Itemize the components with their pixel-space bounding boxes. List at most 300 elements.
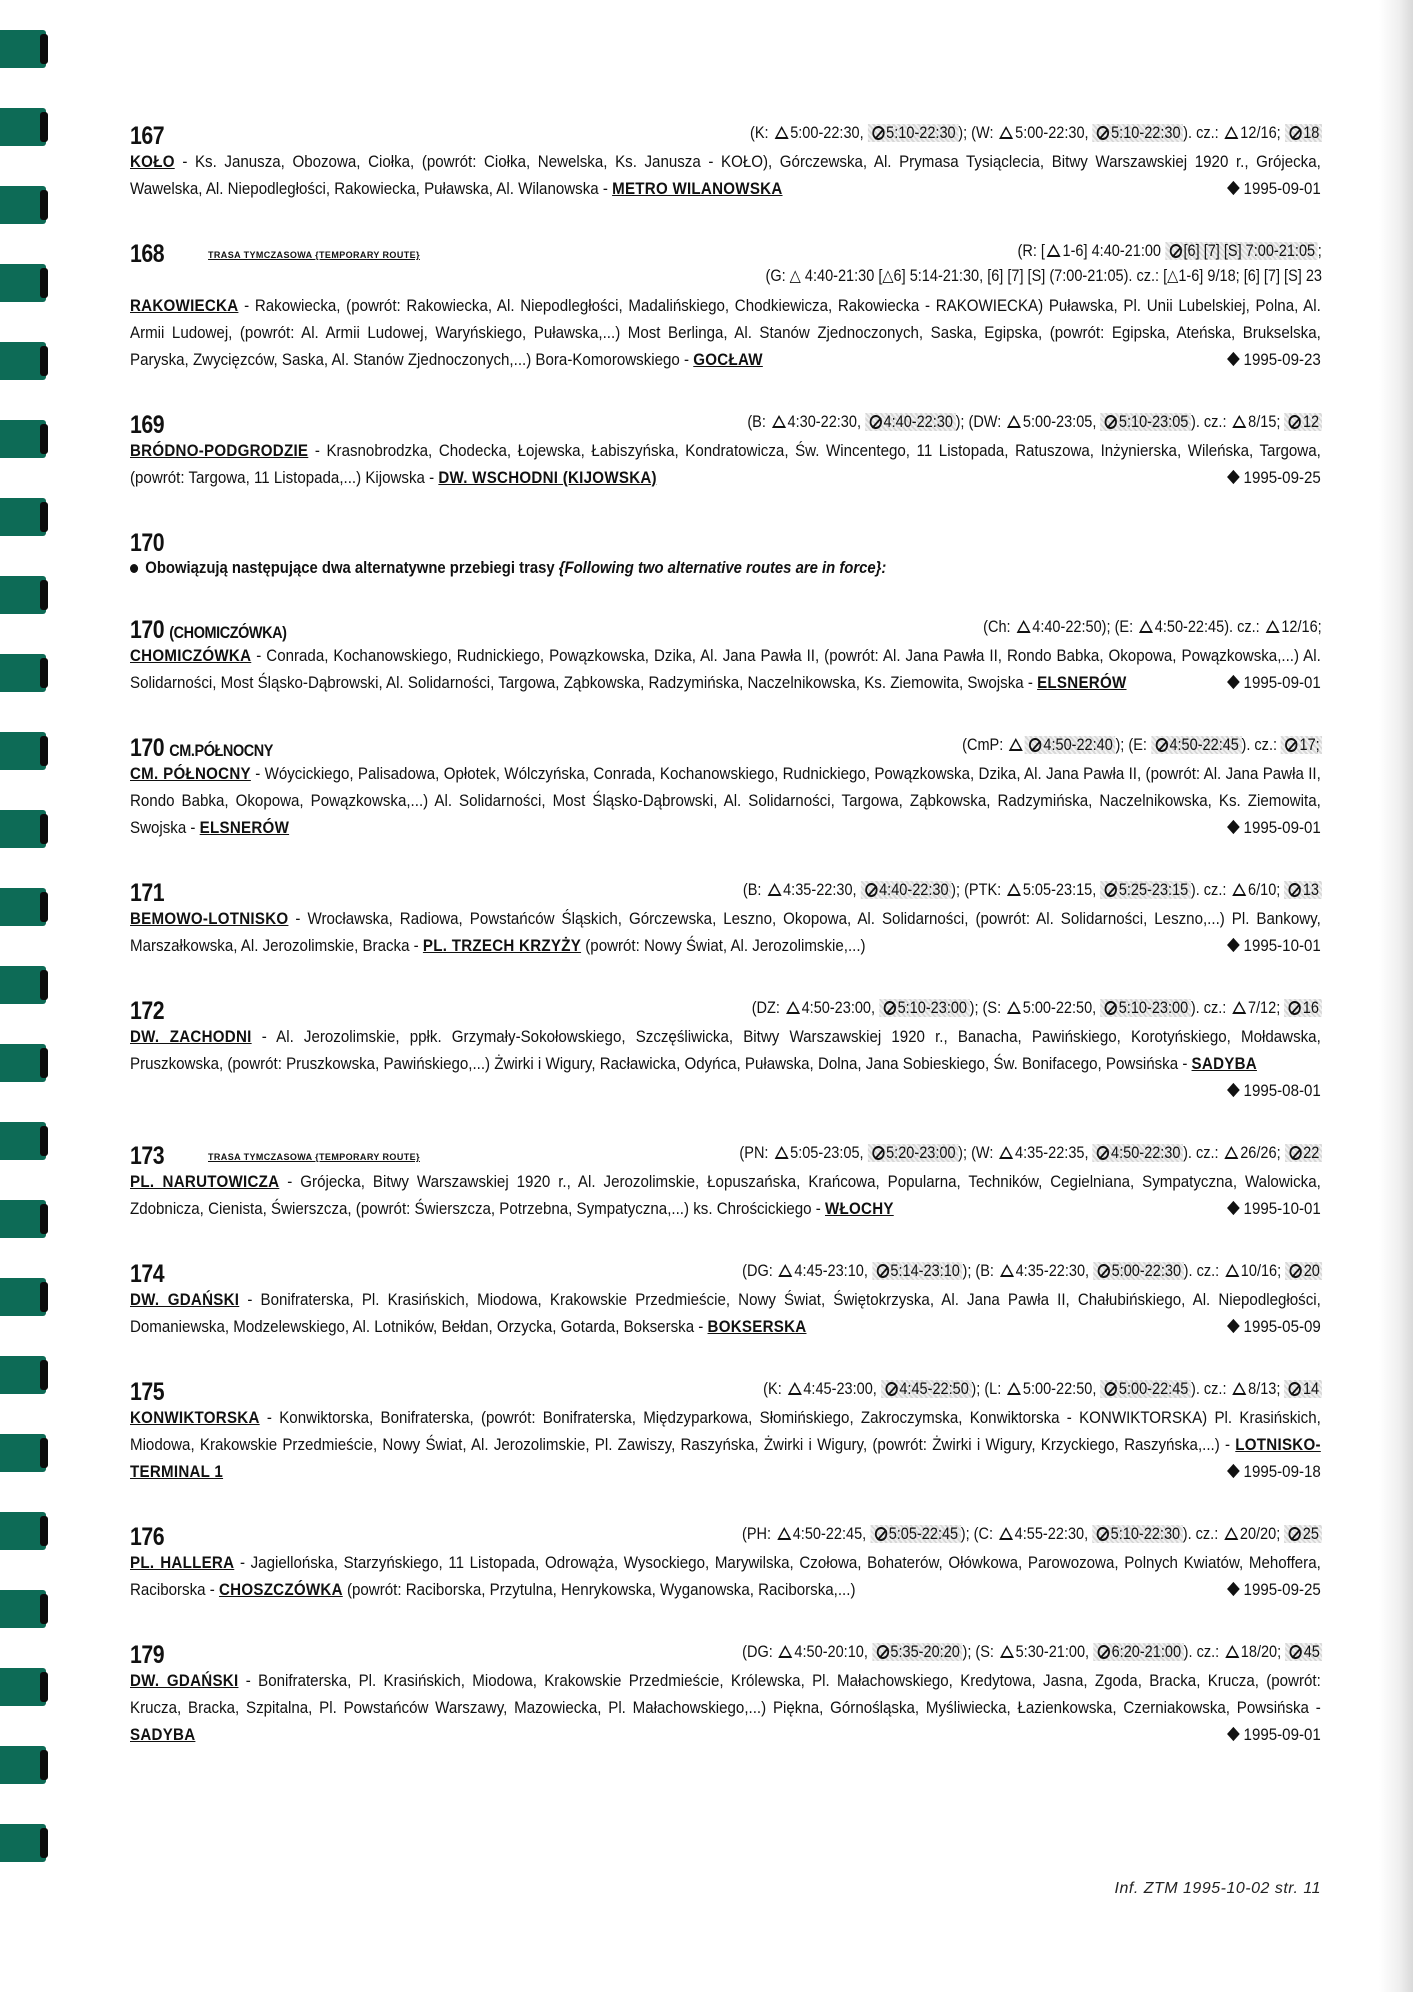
schedule-part: (CmP:	[961, 736, 1007, 754]
reduced-schedule	[1093, 1262, 1184, 1280]
no-service-icon	[870, 415, 882, 429]
schedule	[983, 618, 1322, 637]
effective-date	[1229, 464, 1321, 491]
all-days-icon	[999, 126, 1013, 139]
diamond-icon	[1227, 181, 1240, 195]
schedule-part: 12/16;	[1240, 124, 1285, 142]
start-terminus: CM. PÓŁNOCNY	[130, 764, 251, 783]
schedule-part: 7/12;	[1248, 999, 1285, 1017]
reduced-schedule-time: 4:40-22:30	[883, 413, 954, 431]
diamond-icon	[1227, 1582, 1240, 1596]
schedule-part: 5:05-23:05,	[790, 1144, 868, 1162]
schedule	[742, 1643, 1322, 1662]
reduced-schedule	[1101, 1380, 1192, 1398]
no-service-icon	[1105, 883, 1117, 897]
schedule-part: 5:30-21:00,	[1015, 1643, 1093, 1661]
all-days-icon	[786, 1001, 800, 1014]
no-service-icon	[1289, 1146, 1301, 1160]
all-days-icon	[778, 1645, 792, 1658]
reduced-schedule-time: 5:14-23:10	[889, 1262, 960, 1280]
route-entry	[130, 1637, 1322, 1748]
page-edge	[1379, 0, 1413, 1992]
start-terminus: RAKOWIECKA	[130, 296, 239, 315]
start-terminus: KONWIKTORSKA	[130, 1408, 260, 1427]
no-service-icon	[1289, 126, 1301, 140]
reduced-schedule	[868, 124, 959, 142]
schedule-part: 8/15;	[1248, 413, 1285, 431]
route-header	[130, 730, 1322, 760]
end-terminus: SADYBA	[1191, 1054, 1257, 1073]
route-number	[130, 879, 164, 908]
route-description	[130, 1667, 1321, 1748]
all-days-icon	[1139, 620, 1153, 633]
binding-ring	[0, 888, 46, 926]
end-terminus: SADYBA	[130, 1725, 196, 1744]
schedule-part: (PN:	[739, 1144, 773, 1162]
start-terminus: DW. GDAŃSKI	[130, 1671, 239, 1690]
effective-date	[1229, 1313, 1321, 1340]
effective-date-text: 1995-09-25	[1243, 468, 1321, 487]
route-entries	[130, 118, 1322, 1748]
schedule-part: ). cz.:	[1191, 413, 1231, 431]
schedule-part: ); (W:	[958, 1144, 998, 1162]
route-number-text: 170	[130, 616, 165, 644]
effective-date	[1229, 1458, 1321, 1485]
no-service-icon	[1105, 1001, 1117, 1015]
effective-date-text: 1995-09-25	[1243, 1580, 1321, 1599]
end-terminus: DW. WSCHODNI (KIJOWSKA)	[438, 468, 657, 487]
route-description	[130, 1168, 1321, 1222]
schedule-part: ). cz.:	[1183, 1643, 1223, 1661]
binding-ring	[0, 264, 46, 302]
schedule-part: 12/16;	[1281, 618, 1322, 636]
reduced-schedule	[1093, 1643, 1184, 1661]
all-days-icon	[1233, 415, 1247, 428]
route-number-text: 174	[130, 1260, 165, 1288]
schedule-part: ). cz.:	[1183, 1262, 1223, 1280]
route-number	[130, 616, 287, 645]
schedule-part: 4:35-22:30,	[783, 881, 861, 899]
route-streets: - Conrada, Kochanowskiego, Rudnickiego, Powązkowska, Dzika, Al. Jana Pawła II, (powrót: Al. Jana Pawła II, Rondo Babka, Okopowa, Powązkowska,...) Al. Solidarności, Most Śląsko-Dąbrowski, Al. Solidarności, Targowa, Ząbkowska, Radzymińska, Naczelnikowska, Ks. Ziemowita, Swojska -	[130, 646, 1321, 692]
no-service-icon	[886, 1382, 898, 1396]
schedule-part: (DZ:	[752, 999, 785, 1017]
schedule-part: 4:50-23:00,	[802, 999, 880, 1017]
reduced-schedule	[868, 1144, 959, 1162]
frequency	[1285, 999, 1322, 1017]
reduced-schedule-time: 4:50-22:30	[1111, 1144, 1181, 1162]
binding-ring	[0, 108, 46, 146]
schedule-part: 5:05-23:15,	[1023, 881, 1101, 899]
reduced-schedule-time: 6:20-21:00	[1111, 1643, 1181, 1661]
schedule-part: 6/10;	[1248, 881, 1285, 899]
diamond-icon	[1227, 352, 1240, 366]
schedule-part: (PH:	[742, 1525, 776, 1543]
binding-ring	[0, 576, 46, 614]
no-service-icon	[1097, 126, 1109, 140]
reduced-schedule	[861, 881, 952, 899]
reduced-schedule-time: 5:10-22:30	[1111, 1525, 1181, 1543]
binding-ring	[0, 498, 46, 536]
diamond-icon	[1227, 938, 1240, 952]
route-header	[130, 1374, 1322, 1404]
all-days-icon	[1017, 620, 1031, 633]
all-days-icon	[768, 883, 782, 896]
diamond-icon	[1227, 1083, 1240, 1097]
diamond-icon	[1227, 470, 1240, 484]
route-description	[130, 1404, 1321, 1485]
effective-date-text: 1995-10-01	[1243, 936, 1321, 955]
route-number-text: 175	[130, 1378, 165, 1406]
route-header	[130, 1138, 1322, 1168]
schedule-part: 4:50-22:45,	[793, 1525, 871, 1543]
route-description	[130, 437, 1321, 491]
route-number	[130, 997, 164, 1026]
schedule-part: (Ch:	[983, 618, 1015, 636]
all-days-icon	[1007, 415, 1021, 428]
schedule-part: ); (S:	[962, 1643, 998, 1661]
route-header	[130, 612, 1322, 642]
frequency	[1285, 881, 1322, 899]
schedule	[750, 124, 1322, 143]
all-days-icon	[1009, 738, 1023, 751]
route-streets: - Bonifraterska, Pl. Krasińskich, Miodowa, Krakowskie Przedmieście, Królewska, Pl. Małachowskiego, Kredytowa, Jasna, Zgoda, Bracka, Krucza, (powrót: Krucza, Bracka, Szpitalna, Pl. Powstańców Warszawy, Mazowiecka, Pl. Małachowskiego,...) Piękna, Górnośląska, Myśliwiecka, Łazienkowska, Czerniakowska, Powsińska -	[130, 1671, 1321, 1717]
schedule-part: ); (C:	[961, 1525, 998, 1543]
schedule-part: 20/20;	[1240, 1525, 1285, 1543]
reduced-schedule-time: 5:10-23:00	[898, 999, 968, 1017]
schedule-part: ). cz.:	[1183, 124, 1223, 142]
route-description	[130, 905, 1321, 959]
reduced-schedule	[1151, 736, 1242, 754]
route-description	[130, 1286, 1321, 1340]
all-days-icon	[999, 1264, 1013, 1277]
no-service-icon	[1097, 1264, 1109, 1278]
route-streets: - Rakowiecka, (powrót: Rakowiecka, Al. Niepodległości, Madalińskiego, Chodkiewicza, Rakowiecka - RAKOWIECKA) Puławska, Pl. Unii Lubelskiej, Polna, Al. Armii Ludowej, (powrót: Al. Armii Ludowej, Waryńskiego, Puławska,...) Most Berlinga, Al. Stanów Zjednoczonych, Saska, Egipska, (powrót: Egipska, Ateńska, Brukselska, Paryska, Zwycięzców, Saska, Al. Stanów Zjednoczonych,...) Bora-Komorowskiego -	[130, 296, 1321, 369]
route-description	[130, 292, 1321, 373]
reduced-schedule-time: 5:25-23:15	[1119, 881, 1189, 899]
schedule-part: 4:50-22:45). cz.:	[1155, 618, 1265, 636]
effective-date	[1229, 1195, 1321, 1222]
schedule-part: ); (DW:	[955, 413, 1006, 431]
effective-date	[1229, 1721, 1321, 1748]
timetable-page	[130, 118, 1322, 1782]
diamond-icon	[1227, 820, 1240, 834]
frequency-value: 18	[1303, 124, 1320, 142]
effective-date	[1229, 814, 1321, 841]
effective-date-text: 1995-05-09	[1243, 1317, 1321, 1336]
no-service-icon	[1097, 1645, 1109, 1659]
schedule-part: ). cz.:	[1191, 999, 1231, 1017]
no-service-icon	[872, 126, 884, 140]
effective-date-text: 1995-09-18	[1243, 1462, 1321, 1481]
binding-ring	[0, 1824, 46, 1862]
frequency-value: 45	[1303, 1643, 1320, 1661]
route-number-text: 168	[130, 240, 165, 268]
binding-ring	[0, 1668, 46, 1706]
start-terminus: DW. ZACHODNI	[130, 1027, 252, 1046]
binding-ring	[0, 30, 46, 68]
temporary-route-label: TRASA TYMCZASOWA {TEMPORARY ROUTE}	[208, 1152, 420, 1162]
no-service-icon	[1170, 244, 1182, 258]
schedule-part: 1-6] 4:40-21:00	[1062, 242, 1166, 260]
reduced-schedule	[1165, 242, 1318, 260]
schedule-part: 8/13;	[1248, 1380, 1285, 1398]
binding-ring	[0, 1512, 46, 1550]
frequency	[1285, 413, 1322, 431]
all-days-icon	[1233, 1382, 1247, 1395]
route-entry	[130, 993, 1322, 1104]
route-number-text: 179	[130, 1641, 165, 1669]
effective-date	[1229, 1077, 1321, 1104]
route-entry	[130, 1138, 1322, 1222]
reduced-schedule	[871, 1525, 962, 1543]
effective-date	[1229, 1576, 1321, 1603]
start-terminus: DW. GDAŃSKI	[130, 1290, 240, 1309]
binding-ring	[0, 810, 46, 848]
route-streets: - Jagiellońska, Starzyńskiego, 11 Listopada, Odrowąża, Wysockiego, Marywilska, Czołowa, Bohaterów, Ołówkowa, Parowozowa, Polnych Kwiatów, Mehoffera, Raciborska -	[130, 1553, 1321, 1599]
reduced-schedule-time: 5:10-23:00	[1119, 999, 1189, 1017]
schedule-part: ); (W:	[958, 124, 998, 142]
schedule-part: 4:55-22:30,	[1015, 1525, 1093, 1543]
frequency-value: 17;	[1299, 736, 1320, 754]
route-header	[130, 118, 1322, 148]
binding-ring	[0, 342, 46, 380]
frequency-value: 13	[1303, 881, 1320, 899]
end-terminus: ELSNERÓW	[199, 818, 290, 837]
schedule-part: (DG:	[741, 1262, 777, 1280]
schedule-part: 4:50-20:10,	[793, 1643, 872, 1661]
frequency	[1285, 1643, 1322, 1661]
route-number	[130, 1641, 164, 1670]
frequency-value: 14	[1303, 1380, 1320, 1398]
route-streets: - Ks. Janusza, Obozowa, Ciołka, (powrót: Ciołka, Newelska, Ks. Janusza - KOŁO), Górczewska, Al. Prymasa Tysiąclecia, Bitwy Warszawskiej 1920 r., Grójecka, Wawelska, Al. Niepodległości, Rakowiecka, Puławska, Al. Wilanowska -	[130, 152, 1321, 198]
all-days-icon	[999, 1527, 1013, 1540]
no-service-icon	[1289, 1527, 1301, 1541]
reduced-schedule-time: 5:10-22:30	[886, 124, 956, 142]
binding-ring	[0, 1044, 46, 1082]
route-description	[130, 760, 1321, 841]
route-number	[130, 411, 164, 440]
route-return-note: (powrót: Raciborska, Przytulna, Henrykowska, Wyganowska, Raciborska,...)	[342, 1580, 856, 1599]
route-streets: - Krasnobrodzka, Chodecka, Łojewska, Łabiszyńska, Kondratowicza, Św. Wincentego, 11 Listopada, Ratuszowa, Inżynierska, Wileńska, Targowa, (powrót: Targowa, 11 Listopada,...) Kijowska -	[130, 441, 1321, 487]
route-header	[130, 1256, 1322, 1286]
frequency-value: 25	[1303, 1525, 1320, 1543]
end-terminus: CHOSZCZÓWKA	[218, 1580, 343, 1599]
binding-ring	[0, 1434, 46, 1472]
all-days-icon	[1233, 1001, 1247, 1014]
schedule-part: ). cz.:	[1241, 736, 1281, 754]
schedule-part: ); (E:	[1115, 736, 1151, 754]
reduced-schedule-time: [6] [7] [S] 7:00-21:05	[1183, 242, 1316, 260]
route-header	[130, 236, 1322, 266]
effective-date-text: 1995-09-01	[1243, 1725, 1321, 1744]
reduced-schedule-time: 5:00-22:45	[1119, 1380, 1189, 1398]
schedule	[763, 1380, 1322, 1399]
no-service-icon	[884, 1001, 896, 1015]
all-days-icon	[999, 1645, 1013, 1658]
schedule-part: (DG:	[741, 1643, 777, 1661]
no-service-icon	[1289, 1001, 1301, 1015]
route-number	[130, 1260, 164, 1289]
schedule-part: 4:30-22:30,	[787, 413, 866, 431]
diamond-icon	[1227, 1319, 1240, 1333]
no-service-icon	[872, 1146, 884, 1160]
temporary-route-label: TRASA TYMCZASOWA {TEMPORARY ROUTE}	[208, 250, 420, 260]
reduced-schedule-time: 5:00-22:30	[1111, 1262, 1181, 1280]
binding-ring	[0, 1200, 46, 1238]
binding-ring	[0, 966, 46, 1004]
schedule-part: ); (B:	[962, 1262, 998, 1280]
all-days-icon	[1007, 1382, 1021, 1395]
end-terminus: METRO WILANOWSKA	[612, 179, 783, 198]
schedule-part: ). cz.:	[1191, 1380, 1231, 1398]
reduced-schedule	[1093, 124, 1184, 142]
notice-header	[130, 525, 1322, 555]
bullet-icon	[130, 564, 138, 573]
route-header	[130, 875, 1322, 905]
schedule	[748, 413, 1322, 432]
no-service-icon	[875, 1527, 887, 1541]
route-header	[130, 1519, 1322, 1549]
start-terminus: BEMOWO-LOTNISKO	[130, 909, 289, 928]
schedule	[742, 1262, 1322, 1281]
schedule-part: ); (PTK:	[951, 881, 1006, 899]
route-entry	[130, 730, 1322, 841]
route-description	[130, 148, 1321, 202]
start-terminus: KOŁO	[130, 152, 175, 171]
end-terminus: ELSNERÓW	[1037, 673, 1127, 692]
reduced-schedule	[1101, 999, 1192, 1017]
no-service-icon	[1105, 1382, 1117, 1396]
diamond-icon	[1227, 675, 1240, 689]
page-footer: Inf. ZTM 1995-10-02 str. 11	[1114, 1880, 1321, 1897]
route-streets: - Wóycickiego, Palisadowa, Opłotek, Wólczyńska, Conrada, Kochanowskiego, Rudnickiego, Powązkowska, Dzika, Al. Jana Pawła II, (powrót: Al. Jana Pawła II, Rondo Babka, Okopowa, Powązkowska,...) Al. Solidarności, Most Śląsko-Dąbrowski, Al. Solidarności, Targowa, Ząbkowska, Radzymińska, Naczelnikowska, Ks. Ziemowita, Swojska -	[130, 764, 1321, 837]
binding-ring	[0, 1278, 46, 1316]
no-service-icon	[1289, 1382, 1301, 1396]
no-service-icon	[1289, 883, 1301, 897]
schedule	[752, 999, 1322, 1018]
binding-ring	[0, 1122, 46, 1160]
start-terminus: PL. HALLERA	[130, 1553, 235, 1572]
route-number-text: 170	[130, 734, 165, 762]
binding-ring	[0, 1746, 46, 1784]
start-terminus: BRÓDNO-PODGRODZIE	[130, 441, 309, 460]
route-header	[130, 1637, 1322, 1667]
schedule-part: 4:45-23:10,	[793, 1262, 872, 1280]
reduced-schedule	[1093, 1525, 1184, 1543]
effective-date	[1229, 932, 1321, 959]
route-entry	[130, 1256, 1322, 1340]
route-number	[130, 1378, 164, 1407]
no-service-icon	[1289, 1264, 1301, 1278]
reduced-schedule	[871, 1262, 962, 1280]
no-service-icon	[1105, 415, 1117, 429]
route-streets: - Al. Jerozolimskie, ppłk. Grzymały-Sokołowskiego, Szczęśliwicka, Bitwy Warszawskiej 1920 r., Banacha, Pawińskiego, Korotyńskiego, Mołdawska, Pruszkowska, (powrót: Pruszkowska, Pawińskiego,...) Żwirki i Wigury, Racławicka, Odyńca, Puławska, Dolna, Jana Sobieskiego, Św. Bonifacego, Powsińska -	[130, 1027, 1321, 1073]
route-entry	[130, 1519, 1322, 1603]
no-service-icon	[1097, 1527, 1109, 1541]
notice-text	[130, 559, 1203, 578]
route-streets: - Grójecka, Bitwy Warszawskiej 1920 r., Al. Jerozolimskie, Łopuszańska, Krańcowa, Popularna, Techników, Cegielniana, Sympatyczna, Walowicka, Zdobnicza, Cienista, Świerszcza, (powrót: Świerszcza, Potrzebna, Sympatyczna,...) ks. Chrościckiego -	[130, 1172, 1321, 1218]
notice-route-number: 170	[130, 529, 165, 557]
schedule-part: 4:45-23:00,	[803, 1380, 882, 1398]
route-entry	[130, 236, 1322, 373]
all-days-icon	[788, 1382, 802, 1395]
start-terminus: CHOMICZÓWKA	[130, 646, 252, 665]
reduced-schedule-time: 5:35-20:20	[889, 1643, 960, 1661]
route-entry	[130, 1374, 1322, 1485]
effective-date-text: 1995-09-01	[1243, 673, 1321, 692]
notice-text-en: {Following two alternative routes are in force}:	[558, 559, 887, 577]
schedule	[740, 1144, 1322, 1163]
all-days-icon	[1224, 1645, 1238, 1658]
no-service-icon	[876, 1264, 888, 1278]
schedule-part: 5:00-22:50,	[1023, 999, 1101, 1017]
route-number	[130, 1142, 164, 1171]
frequency-value: 20	[1303, 1262, 1320, 1280]
route-header	[130, 407, 1322, 437]
no-service-icon	[1289, 415, 1301, 429]
route-number-text: 169	[130, 411, 165, 439]
no-service-icon	[1029, 738, 1041, 752]
reduced-schedule-time: 5:20-23:00	[886, 1144, 956, 1162]
route-streets: - Konwiktorska, Bonifraterska, (powrót: Bonifraterska, Międzyparkowa, Słomińskiego, Zakroczymska, Konwiktorska - KONWIKTORSKA) Pl. Krasińskich, Miodowa, Krakowskie Przedmieście, Nowy Świat, Al. Jerozolimskie, Pl. Zawiszy, Raszyńska, Żwirki i Wigury, (powrót: Żwirki i Wigury, Krzyckiego, Raszyńska,...) -	[130, 1408, 1321, 1454]
schedule-part: (B:	[747, 413, 771, 431]
effective-date-text: 1995-09-01	[1243, 818, 1321, 837]
frequency-value: 22	[1303, 1144, 1320, 1162]
all-days-icon	[1007, 1001, 1021, 1014]
all-days-icon	[774, 126, 788, 139]
alternative-routes-notice	[130, 525, 1322, 578]
schedule-part: 5:00-22:30,	[1015, 124, 1093, 142]
frequency-value: 16	[1303, 999, 1320, 1017]
route-variant: CM.PÓŁNOCNY	[169, 741, 273, 760]
no-service-icon	[1289, 1645, 1301, 1659]
binding-ring	[0, 420, 46, 458]
reduced-schedule	[1025, 736, 1116, 754]
route-number	[130, 1523, 164, 1552]
schedule	[742, 1525, 1322, 1544]
all-days-icon	[1224, 1527, 1238, 1540]
schedule-part: (K:	[763, 1380, 787, 1398]
frequency	[1285, 124, 1322, 142]
route-number	[130, 122, 164, 151]
schedule-part: 4:40-22:50); (E:	[1032, 618, 1138, 636]
frequency	[1285, 1525, 1322, 1543]
schedule-part: 5:00-22:50,	[1023, 1380, 1101, 1398]
schedule-part: ;	[1317, 242, 1322, 260]
schedule-part: 4:35-22:35,	[1015, 1144, 1093, 1162]
reduced-schedule-time: 5:10-23:05	[1119, 413, 1189, 431]
schedule-part: 10/16;	[1240, 1262, 1285, 1280]
schedule-part: ); (L:	[971, 1380, 1006, 1398]
schedule-part: 5:00-22:30,	[790, 124, 868, 142]
reduced-schedule	[1101, 413, 1192, 431]
schedule	[962, 736, 1322, 755]
route-description	[130, 642, 1321, 696]
route-header	[130, 993, 1322, 1023]
end-terminus: GOCŁAW	[693, 350, 763, 369]
route-entry	[130, 875, 1322, 959]
end-terminus: PL. TRZECH KRZYŻY	[422, 936, 582, 955]
no-service-icon	[865, 883, 877, 897]
effective-date-text: 1995-08-01	[1243, 1081, 1321, 1100]
schedule	[743, 881, 1322, 900]
all-days-icon	[1224, 126, 1238, 139]
end-terminus: LOTNISKO-TERMINAL 1	[130, 1435, 1321, 1481]
schedule-part: (B:	[743, 881, 766, 899]
route-description	[130, 1023, 1321, 1104]
schedule	[1018, 242, 1322, 261]
all-days-icon	[1233, 883, 1247, 896]
